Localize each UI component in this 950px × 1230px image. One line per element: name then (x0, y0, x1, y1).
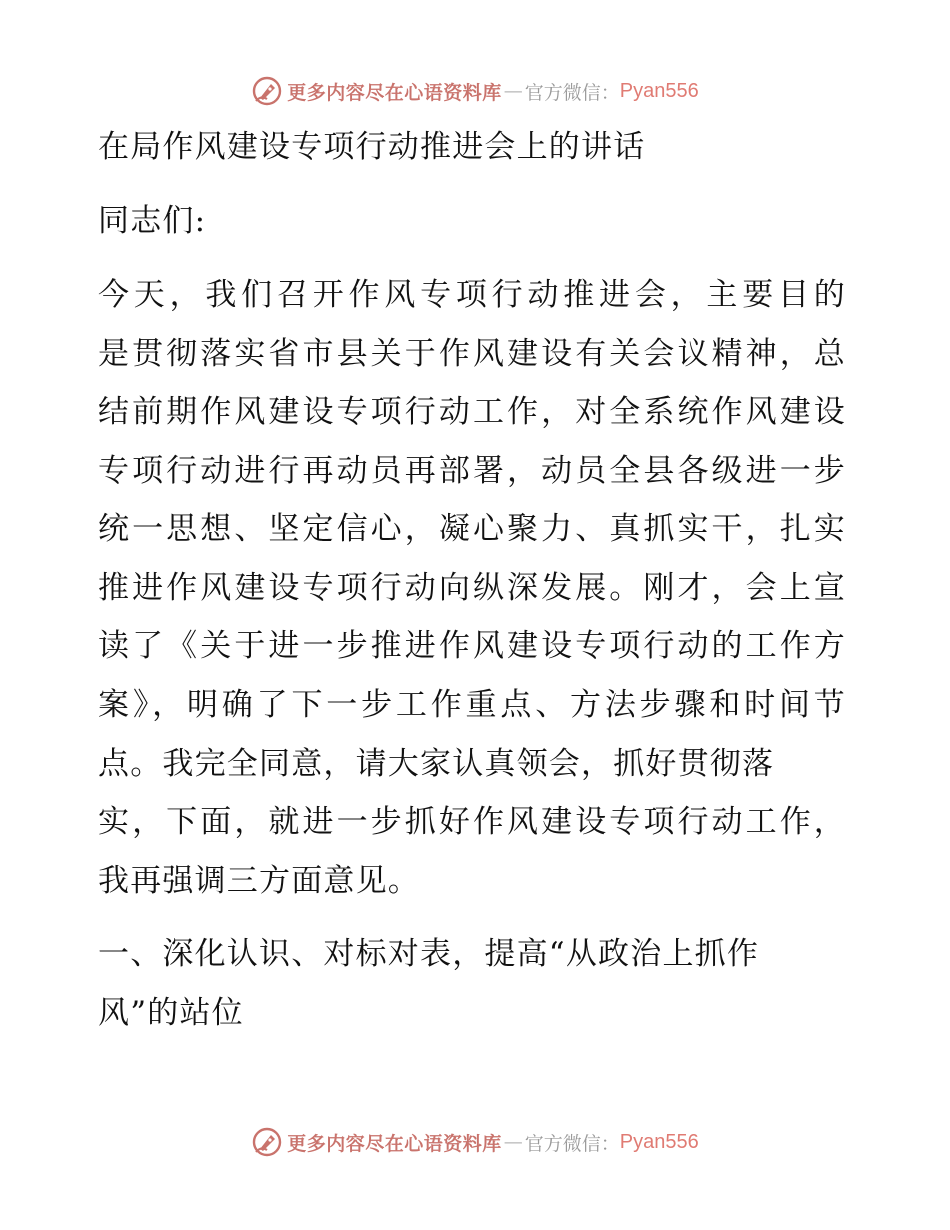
paragraph-line: 结前期作风建设专项行动工作，对全系统作风建设 (98, 394, 846, 430)
paragraph-line: 专项行动进行再动员再部署，动员全县各级进一步 (98, 453, 846, 489)
paragraph-line: 读了《关于进一步推进作风建设专项行动的工作方 (98, 628, 846, 664)
watermark-separator: — (503, 80, 523, 102)
paragraph-line: 我再强调三方面意见。 (98, 863, 420, 899)
watermark-wechat-id: Pyan556 (619, 79, 699, 102)
watermark-wechat-id: Pyan556 (619, 1130, 699, 1153)
footer-watermark (0, 1122, 950, 1162)
watermark-separator: — (503, 1131, 523, 1153)
paragraph-line: 是贯彻落实省市县关于作风建设有关会议精神，总 (98, 336, 846, 372)
watermark-brand: 更多内容尽在心语资料库 (287, 1132, 502, 1155)
header-watermark (0, 71, 950, 111)
paragraph-line: 点。我完全同意，请大家认真领会，抓好贯彻落 (98, 746, 775, 782)
section-heading-line: 一、深化认识、对标对表，提高“从政治上抓作 (98, 936, 760, 972)
paragraph-line: 推进作风建设专项行动向纵深发展。刚才，会上宣 (98, 570, 846, 606)
paragraph-line: 今天，我们召开作风专项行动推进会，主要目的 (98, 277, 846, 313)
watermark-official-label: 官方微信： (524, 1132, 620, 1155)
salutation: 同志们: (98, 203, 207, 239)
section-heading-line: 风”的站位 (98, 995, 244, 1031)
pen-nib-logo-icon (251, 1126, 283, 1158)
watermark-brand: 更多内容尽在心语资料库 (287, 81, 502, 104)
paragraph-line: 实，下面，就进一步抓好作风建设专项行动工作， (98, 804, 846, 840)
document-title: 在局作风建设专项行动推进会上的讲话 (98, 129, 646, 165)
watermark-official-label: 官方微信： (524, 81, 620, 104)
paragraph-line: 统一思想、坚定信心，凝心聚力、真抓实干，扎实 (98, 511, 846, 547)
pen-nib-logo-icon (251, 75, 283, 107)
paragraph-line: 案》，明确了下一步工作重点、方法步骤和时间节 (98, 687, 846, 723)
